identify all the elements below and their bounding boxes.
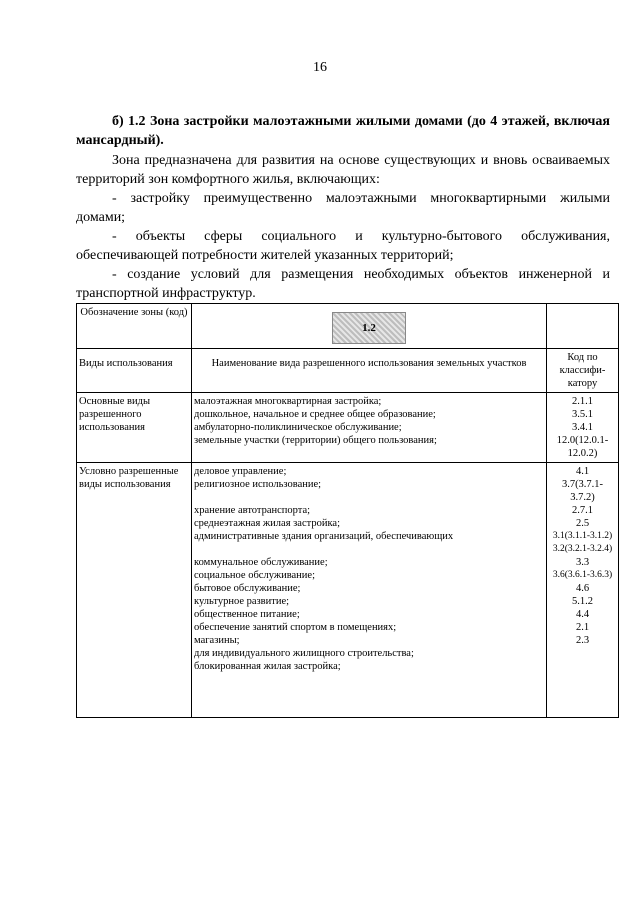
list-item: коммунальное обслуживание; bbox=[194, 557, 328, 568]
list-item: общественное питание; bbox=[194, 609, 300, 620]
list-spacer bbox=[194, 543, 544, 556]
list-item: малоэтажная многоквартирная застройка; bbox=[194, 396, 382, 407]
zone-code-badge: 1.2 bbox=[332, 312, 406, 344]
basic-uses-list bbox=[192, 393, 547, 463]
code-value: 2.1 bbox=[575, 622, 590, 633]
header-row bbox=[77, 349, 619, 393]
zone-label-cell bbox=[77, 304, 192, 349]
list-item: социальное обслуживание; bbox=[194, 570, 315, 581]
page-number: 16 bbox=[313, 60, 327, 75]
code-value: 2.1.1 bbox=[572, 396, 593, 407]
code-value: 2.7.1 bbox=[572, 505, 593, 516]
list-item: земельные участки (территории) общего пользования; bbox=[194, 435, 437, 446]
list-item: амбулаторно-поликлиническое обслуживание; bbox=[194, 422, 402, 433]
basic-uses-row bbox=[77, 393, 619, 463]
code-value: 4.4 bbox=[575, 609, 590, 620]
code-value: 3.7(3.7.1- bbox=[561, 479, 604, 490]
code-value: 3.3 bbox=[575, 557, 590, 568]
list-item: дошкольное, начальное и среднее общее образование; bbox=[194, 409, 436, 420]
list-item: культурное развитие; bbox=[194, 596, 290, 607]
list-item: религиозное использование; bbox=[194, 479, 322, 490]
conditional-uses-list bbox=[192, 463, 547, 718]
list-item: для индивидуального жилищного строительства; bbox=[194, 648, 414, 659]
code-value: 12.0.2) bbox=[567, 448, 598, 459]
code-value: 2.5 bbox=[575, 518, 590, 529]
zone-table bbox=[76, 303, 619, 718]
header-col1: Виды использования bbox=[77, 349, 192, 393]
conditional-uses-codes bbox=[547, 463, 619, 718]
list-spacer bbox=[194, 491, 544, 504]
basic-uses-codes bbox=[547, 393, 619, 463]
code-value: 5.1.2 bbox=[572, 596, 593, 607]
section-heading: б) 1.2 Зона застройки малоэтажными жилыми домами (до 4 этажей, включая мансардный). bbox=[76, 114, 610, 148]
paragraph-item-3: - создание условий для размещения необходимых объектов инженерной и транспортной инфраструктур. bbox=[76, 267, 610, 301]
list-item: административные здания организаций, обеспечивающих bbox=[194, 531, 454, 542]
list-item: блокированная жилая застройка; bbox=[194, 661, 341, 672]
code-value: 3.1(3.1.1-3.1.2) bbox=[552, 531, 613, 541]
code-value: 4.6 bbox=[575, 583, 590, 594]
zone-empty-cell bbox=[547, 304, 619, 349]
code-value: 3.5.1 bbox=[572, 409, 593, 420]
conditional-uses-label: Условно разрешенные виды использования bbox=[77, 463, 192, 718]
zone-code-cell bbox=[192, 304, 547, 349]
list-item: магазины; bbox=[194, 635, 240, 646]
list-item: обеспечение занятий спортом в помещениях; bbox=[194, 622, 397, 633]
list-item: среднеэтажная жилая застройка; bbox=[194, 518, 340, 529]
zone-code-row bbox=[77, 304, 619, 349]
code-value: 12.0(12.0.1- bbox=[556, 435, 609, 446]
code-value: 3.2(3.2.1-3.2.4) bbox=[552, 544, 613, 554]
header-col2: Наименование вида разрешенного использования земельных участков bbox=[192, 349, 547, 393]
code-value: 2.3 bbox=[575, 635, 590, 646]
list-item: хранение автотранспорта; bbox=[194, 505, 311, 516]
list-item: деловое управление; bbox=[194, 466, 287, 477]
paragraph-intro: Зона предназначена для развития на основе существующих и вновь осваиваемых территорий зон комфортного жилья, включающих: bbox=[76, 153, 610, 187]
code-value: 3.4.1 bbox=[572, 422, 593, 433]
code-value: 3.7.2) bbox=[570, 492, 595, 503]
paragraph-item-1: - застройку преимущественно малоэтажными многоквартирными жилыми домами; bbox=[76, 191, 610, 225]
paragraph-item-2: - объекты сферы социального и культурно-бытового обслуживания, обеспечивающей потребности жителей указанных территорий; bbox=[76, 229, 610, 263]
basic-uses-label: Основные виды разрешенного использования bbox=[77, 393, 192, 463]
conditional-uses-row bbox=[77, 463, 619, 718]
section-body bbox=[76, 151, 610, 303]
list-item: бытовое обслуживание; bbox=[194, 583, 301, 594]
header-col3: Код по классифи-катору bbox=[547, 349, 619, 393]
zone-label: Обозначение зоны (код) bbox=[80, 307, 188, 318]
code-value: 3.6(3.6.1-3.6.3) bbox=[552, 570, 613, 580]
code-value: 4.1 bbox=[575, 466, 590, 477]
